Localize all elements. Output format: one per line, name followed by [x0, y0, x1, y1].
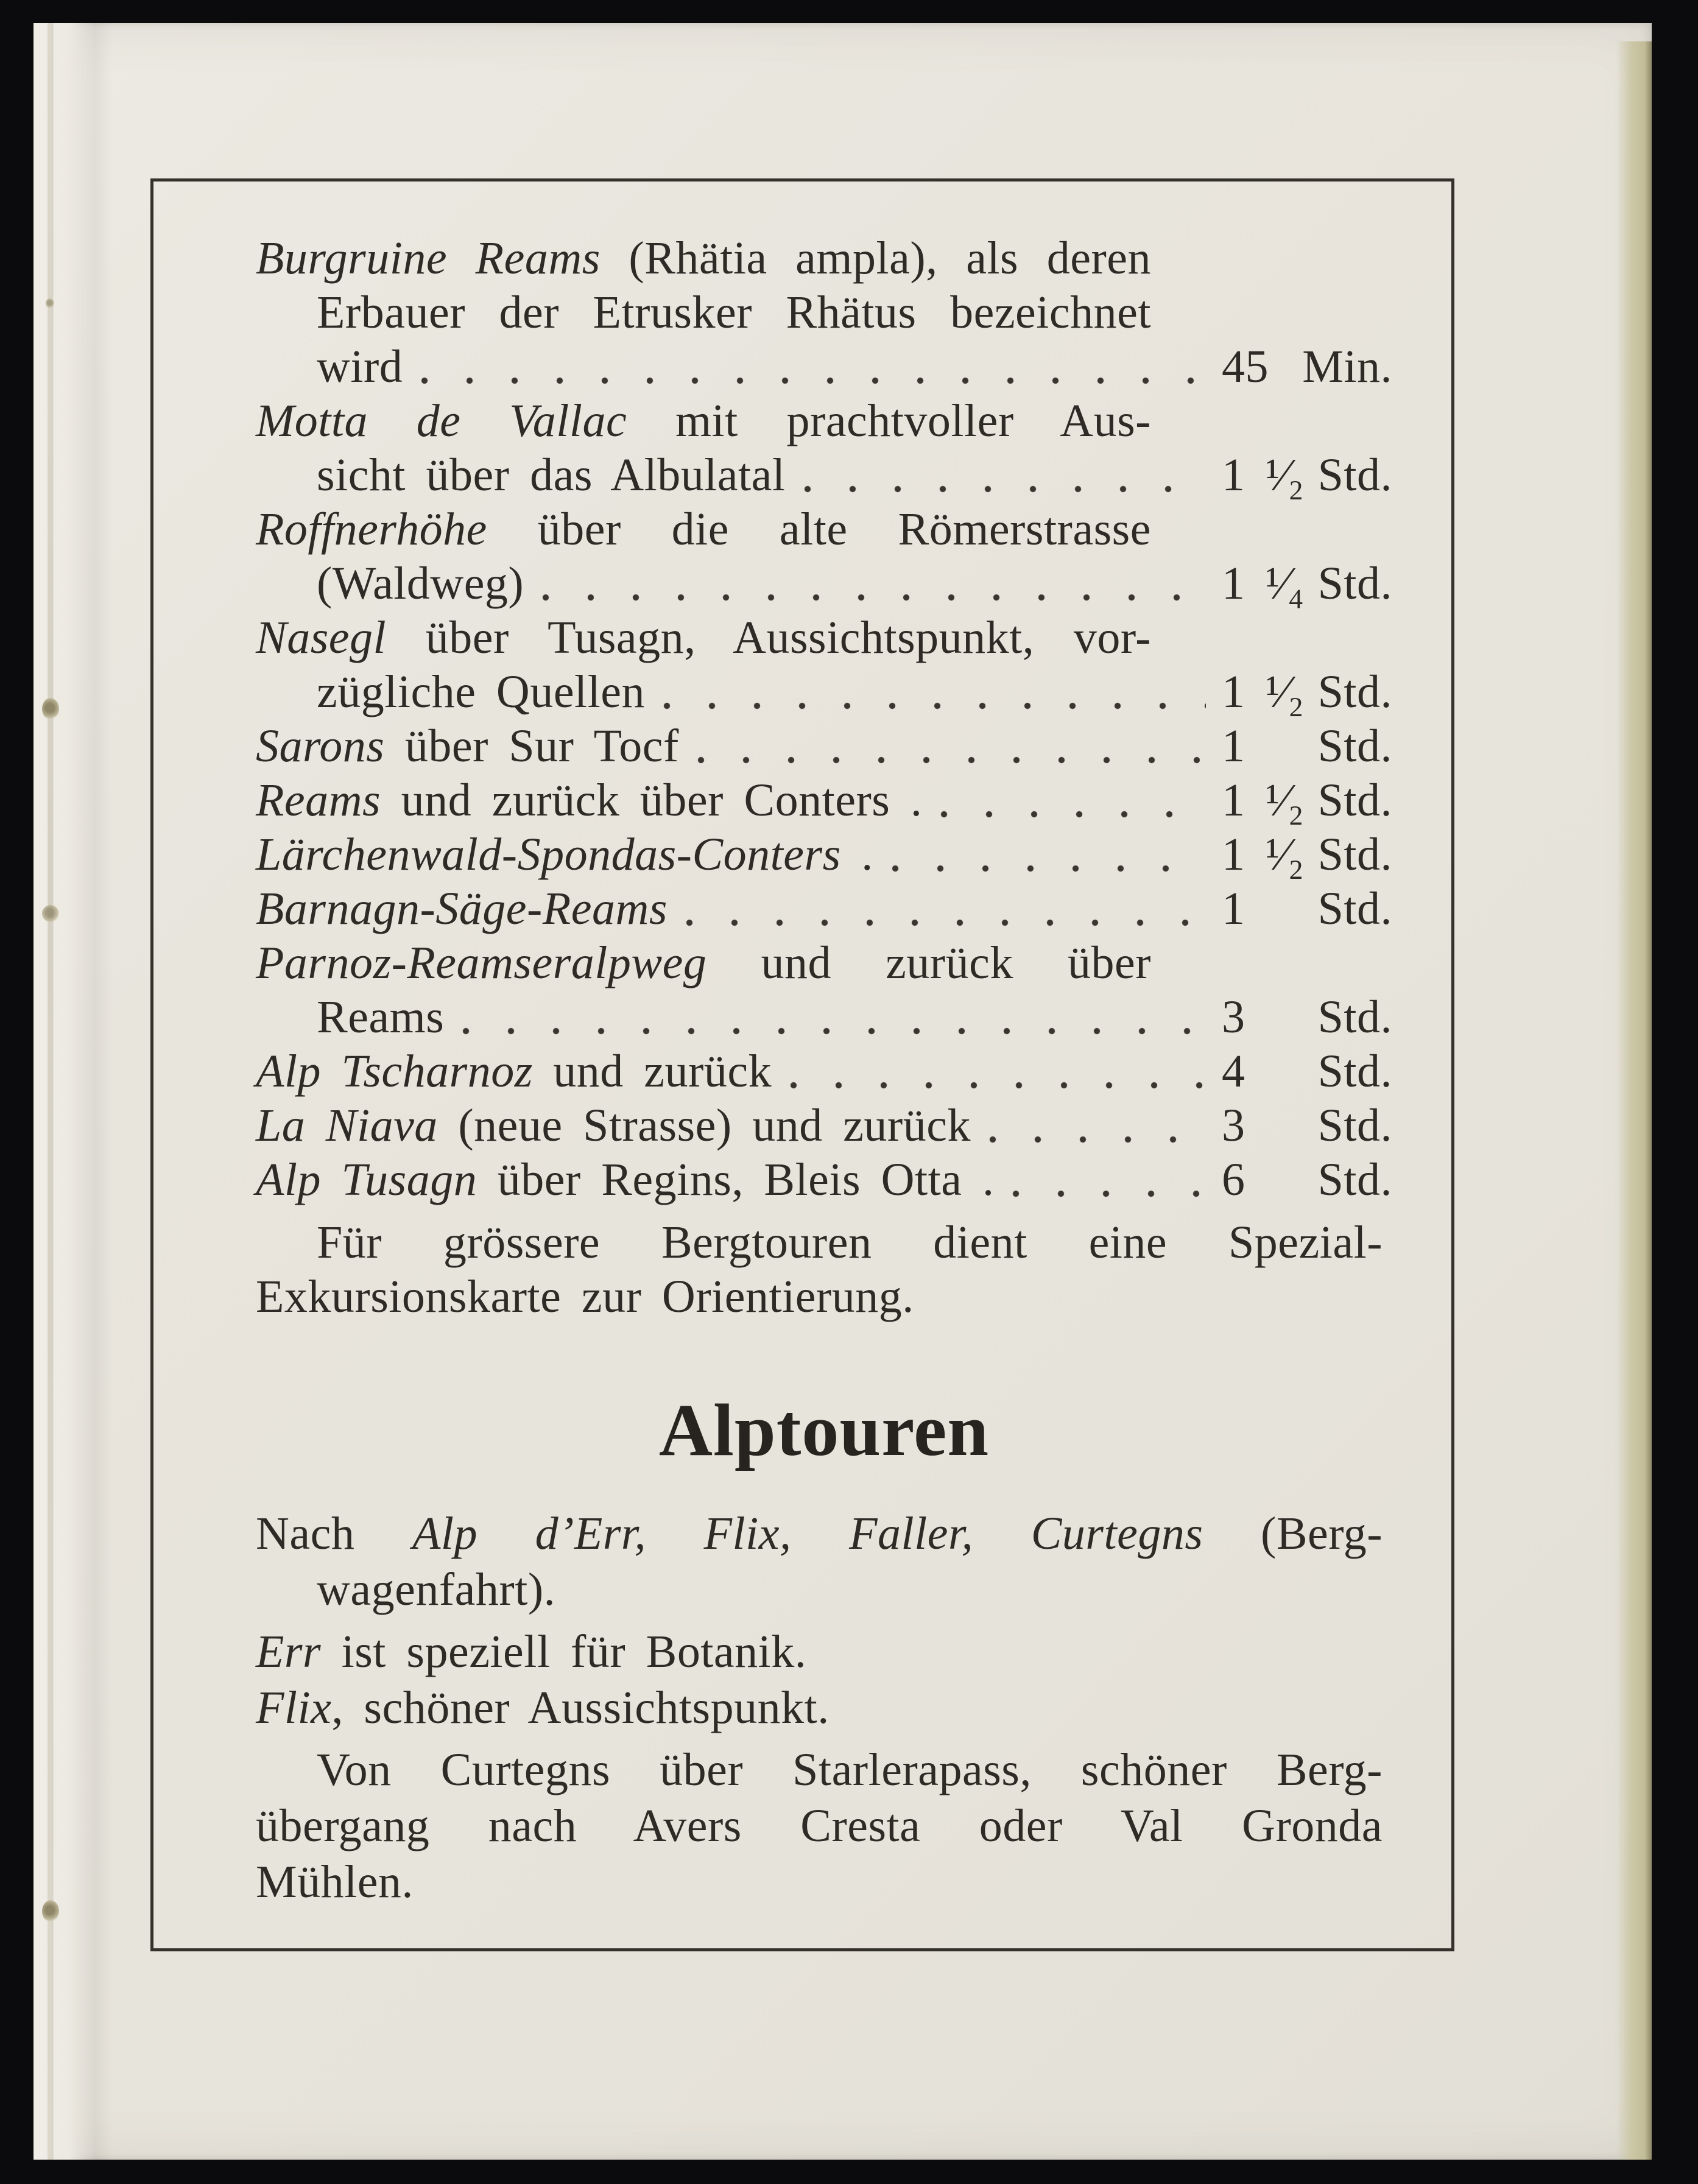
duration: [1222, 665, 1392, 719]
stitch-knot: [42, 905, 59, 922]
text-line: [256, 557, 1392, 611]
text-segment: und zurück über: [706, 937, 1151, 988]
duration: [1222, 719, 1392, 773]
place-name: Burgruine Reams: [256, 233, 601, 284]
line-text: [256, 773, 922, 828]
duration-value: 3: [1222, 992, 1245, 1043]
dot-leader: [790, 1082, 1206, 1089]
text-line: [256, 882, 1392, 936]
text-line: [256, 719, 1392, 773]
duration-value: 1 ¹⁄₂: [1222, 775, 1305, 826]
text-segment: übergang nach Avers Cresta oder Val Gronda: [256, 1800, 1383, 1851]
line-text: [256, 1153, 994, 1207]
duration-value: 1: [1222, 883, 1245, 934]
stitch-knot: [42, 698, 59, 720]
duration-unit: Std.: [1317, 883, 1392, 934]
section-heading-alptouren: Alptouren: [658, 1389, 990, 1471]
duration: [1222, 828, 1392, 882]
text-line: [256, 448, 1392, 502]
line-text: [256, 448, 786, 502]
line-text: [256, 828, 873, 882]
text-line: [256, 1044, 1392, 1099]
dot-leader: [892, 865, 1206, 872]
duration-value: 1 ¹⁄₂: [1222, 829, 1305, 880]
text-segment: , schöner Aussichtspunkt.: [331, 1682, 830, 1733]
text-line: [256, 665, 1392, 719]
alptouren-section: [256, 1506, 1392, 1910]
text-line: [317, 286, 1151, 340]
text-line: [256, 1153, 1392, 1207]
text-segment: Reams: [317, 992, 445, 1043]
line-text: [256, 612, 1151, 663]
text-line: [256, 1099, 1392, 1153]
dot-leader: [663, 702, 1206, 710]
text-line: [256, 1506, 1383, 1562]
duration: [1222, 882, 1392, 936]
line-text: [256, 504, 1151, 555]
text-line: [256, 1742, 1383, 1798]
duration-value: 1 ¹⁄₄: [1222, 558, 1305, 609]
text-segment: und zurück über Conters .: [381, 775, 923, 826]
dot-leader: [804, 485, 1206, 493]
text-segment: zügliche Quellen: [317, 666, 646, 717]
line-text: [256, 233, 1151, 284]
text-segment: und zurück: [532, 1046, 772, 1097]
place-name: Alp Tusagn: [256, 1154, 477, 1205]
line-text: [317, 287, 1151, 338]
binding-gutter: [33, 23, 113, 2160]
tour-list: [256, 231, 1392, 1207]
duration-unit: Std.: [1317, 558, 1392, 609]
line-text: [256, 1044, 772, 1099]
text-line: [256, 1680, 1392, 1736]
line-text: [256, 557, 524, 611]
place-name: Roffnerhöhe: [256, 504, 487, 555]
line-text: [256, 1800, 1383, 1851]
book-block-edge: [1616, 41, 1652, 2160]
dot-leader: [697, 756, 1206, 764]
line-text: [256, 882, 668, 936]
text-segment: .: [840, 829, 873, 880]
place-name: Alp d’Err, Flix, Faller, Curtegns: [412, 1508, 1203, 1559]
place-name: Reams: [256, 775, 381, 826]
text-segment: mit prachtvoller Aus-: [627, 395, 1151, 446]
duration-unit: Std.: [1317, 775, 1392, 826]
duration: [1222, 1153, 1392, 1207]
line-text: [256, 1856, 414, 1907]
text-line: [256, 1798, 1383, 1854]
text-line: [256, 231, 1151, 286]
place-name: Flix: [256, 1682, 332, 1733]
place-name: Parnoz-Reamseralpweg: [256, 937, 707, 988]
line-text: [256, 665, 645, 719]
line-text: [256, 340, 403, 394]
duration: [1222, 990, 1392, 1044]
line-text: [256, 1626, 806, 1677]
page-content: [153, 181, 1451, 1948]
text-segment: Nach: [256, 1508, 412, 1559]
line-text: [317, 1564, 555, 1615]
place-name: Sarons: [256, 720, 385, 772]
text-line: [256, 394, 1151, 448]
border-frame: [150, 178, 1454, 1951]
line-text: [256, 719, 679, 773]
duration-value: 6: [1222, 1154, 1245, 1205]
text-line: [317, 1562, 1392, 1618]
note-line: Für grössere Bergtouren dient eine Spezial-: [317, 1217, 1383, 1268]
line-text: [256, 1099, 971, 1153]
line-text: [317, 1744, 1383, 1795]
place-name: Lärchenwald-Spondas-Conters: [256, 829, 841, 880]
duration-unit: Std.: [1317, 449, 1392, 501]
text-segment: Von Curtegns über Starlerapass, schöner Berg-: [317, 1744, 1383, 1795]
line-text: [256, 990, 444, 1044]
book-page-paper: [33, 23, 1652, 2160]
text-segment: sicht über das Albulatal: [317, 449, 786, 501]
text-segment: über Tusagn, Aussichtspunkt, vor-: [386, 612, 1151, 663]
text-segment: wird: [317, 341, 403, 392]
text-segment: (Berg-: [1203, 1508, 1383, 1559]
text-segment: über Regins, Bleis Otta .: [477, 1154, 995, 1205]
stitch-knot: [42, 1900, 59, 1922]
duration-unit: Std.: [1317, 1154, 1392, 1205]
dot-leader: [686, 919, 1206, 926]
duration-value: 1 ¹⁄₂: [1222, 449, 1305, 501]
duration: [1222, 448, 1392, 502]
duration: [1222, 1099, 1392, 1153]
text-segment: Mühlen.: [256, 1856, 414, 1907]
text-segment: Erbauer der Etrusker Rhätus bezeichnet: [317, 287, 1151, 338]
dot-leader: [462, 1027, 1206, 1035]
place-name: La Niava: [256, 1100, 438, 1151]
line-text: [256, 1682, 830, 1733]
place-name: Err: [256, 1626, 322, 1677]
text-line: [256, 340, 1392, 394]
dot-leader: [940, 811, 1206, 818]
duration: [1222, 340, 1392, 394]
text-line: [256, 502, 1151, 557]
text-line: [256, 773, 1392, 828]
line-text: [256, 395, 1151, 446]
text-segment: (Rhätia ampla), als deren: [600, 233, 1151, 284]
text-line: [256, 611, 1151, 665]
dot-leader: [989, 1136, 1206, 1143]
duration-value: 1: [1222, 720, 1245, 772]
text-segment: ist speziell für Botanik.: [321, 1626, 807, 1677]
duration-value: 3: [1222, 1100, 1245, 1151]
note-line: Exkursionskarte zur Orientierung.: [256, 1271, 914, 1322]
duration-value: 45: [1222, 341, 1269, 392]
place-name: Nasegl: [256, 612, 387, 663]
text-segment: über die alte Römerstrasse: [487, 504, 1151, 555]
text-segment: über Sur Tocf: [384, 720, 679, 772]
text-line: [256, 828, 1392, 882]
duration-value: 1 ¹⁄₂: [1222, 666, 1305, 717]
duration-value: 4: [1222, 1046, 1245, 1097]
duration-unit: Min.: [1302, 341, 1392, 392]
duration-unit: Std.: [1317, 992, 1392, 1043]
line-text: [256, 1508, 1383, 1559]
text-line: [256, 990, 1392, 1044]
note-paragraph: [256, 1216, 1392, 1324]
text-segment: (neue Strasse) und zurück: [437, 1100, 971, 1151]
dot-leader: [542, 594, 1206, 601]
dot-leader: [421, 377, 1206, 384]
text-line: [256, 1624, 1392, 1680]
text-segment: wagenfahrt).: [317, 1564, 556, 1615]
place-name: Alp Tscharnoz: [256, 1046, 533, 1097]
place-name: Motta de Vallac: [256, 395, 627, 446]
duration: [1222, 1044, 1392, 1099]
duration: [1222, 557, 1392, 611]
text-line: [256, 1854, 1392, 1910]
duration-unit: Std.: [1317, 829, 1392, 880]
stitch-hole: [46, 298, 54, 308]
binding-thread: [48, 23, 52, 2160]
duration: [1222, 773, 1392, 828]
text-segment: (Waldweg): [317, 558, 524, 609]
text-line: [256, 936, 1151, 990]
duration-unit: Std.: [1317, 720, 1392, 772]
duration-unit: Std.: [1317, 666, 1392, 717]
place-name: Barnagn-Säge-Reams: [256, 883, 668, 934]
duration-unit: Std.: [1317, 1046, 1392, 1097]
duration-unit: Std.: [1317, 1100, 1392, 1151]
line-text: [256, 937, 1151, 988]
dot-leader: [1012, 1190, 1206, 1197]
